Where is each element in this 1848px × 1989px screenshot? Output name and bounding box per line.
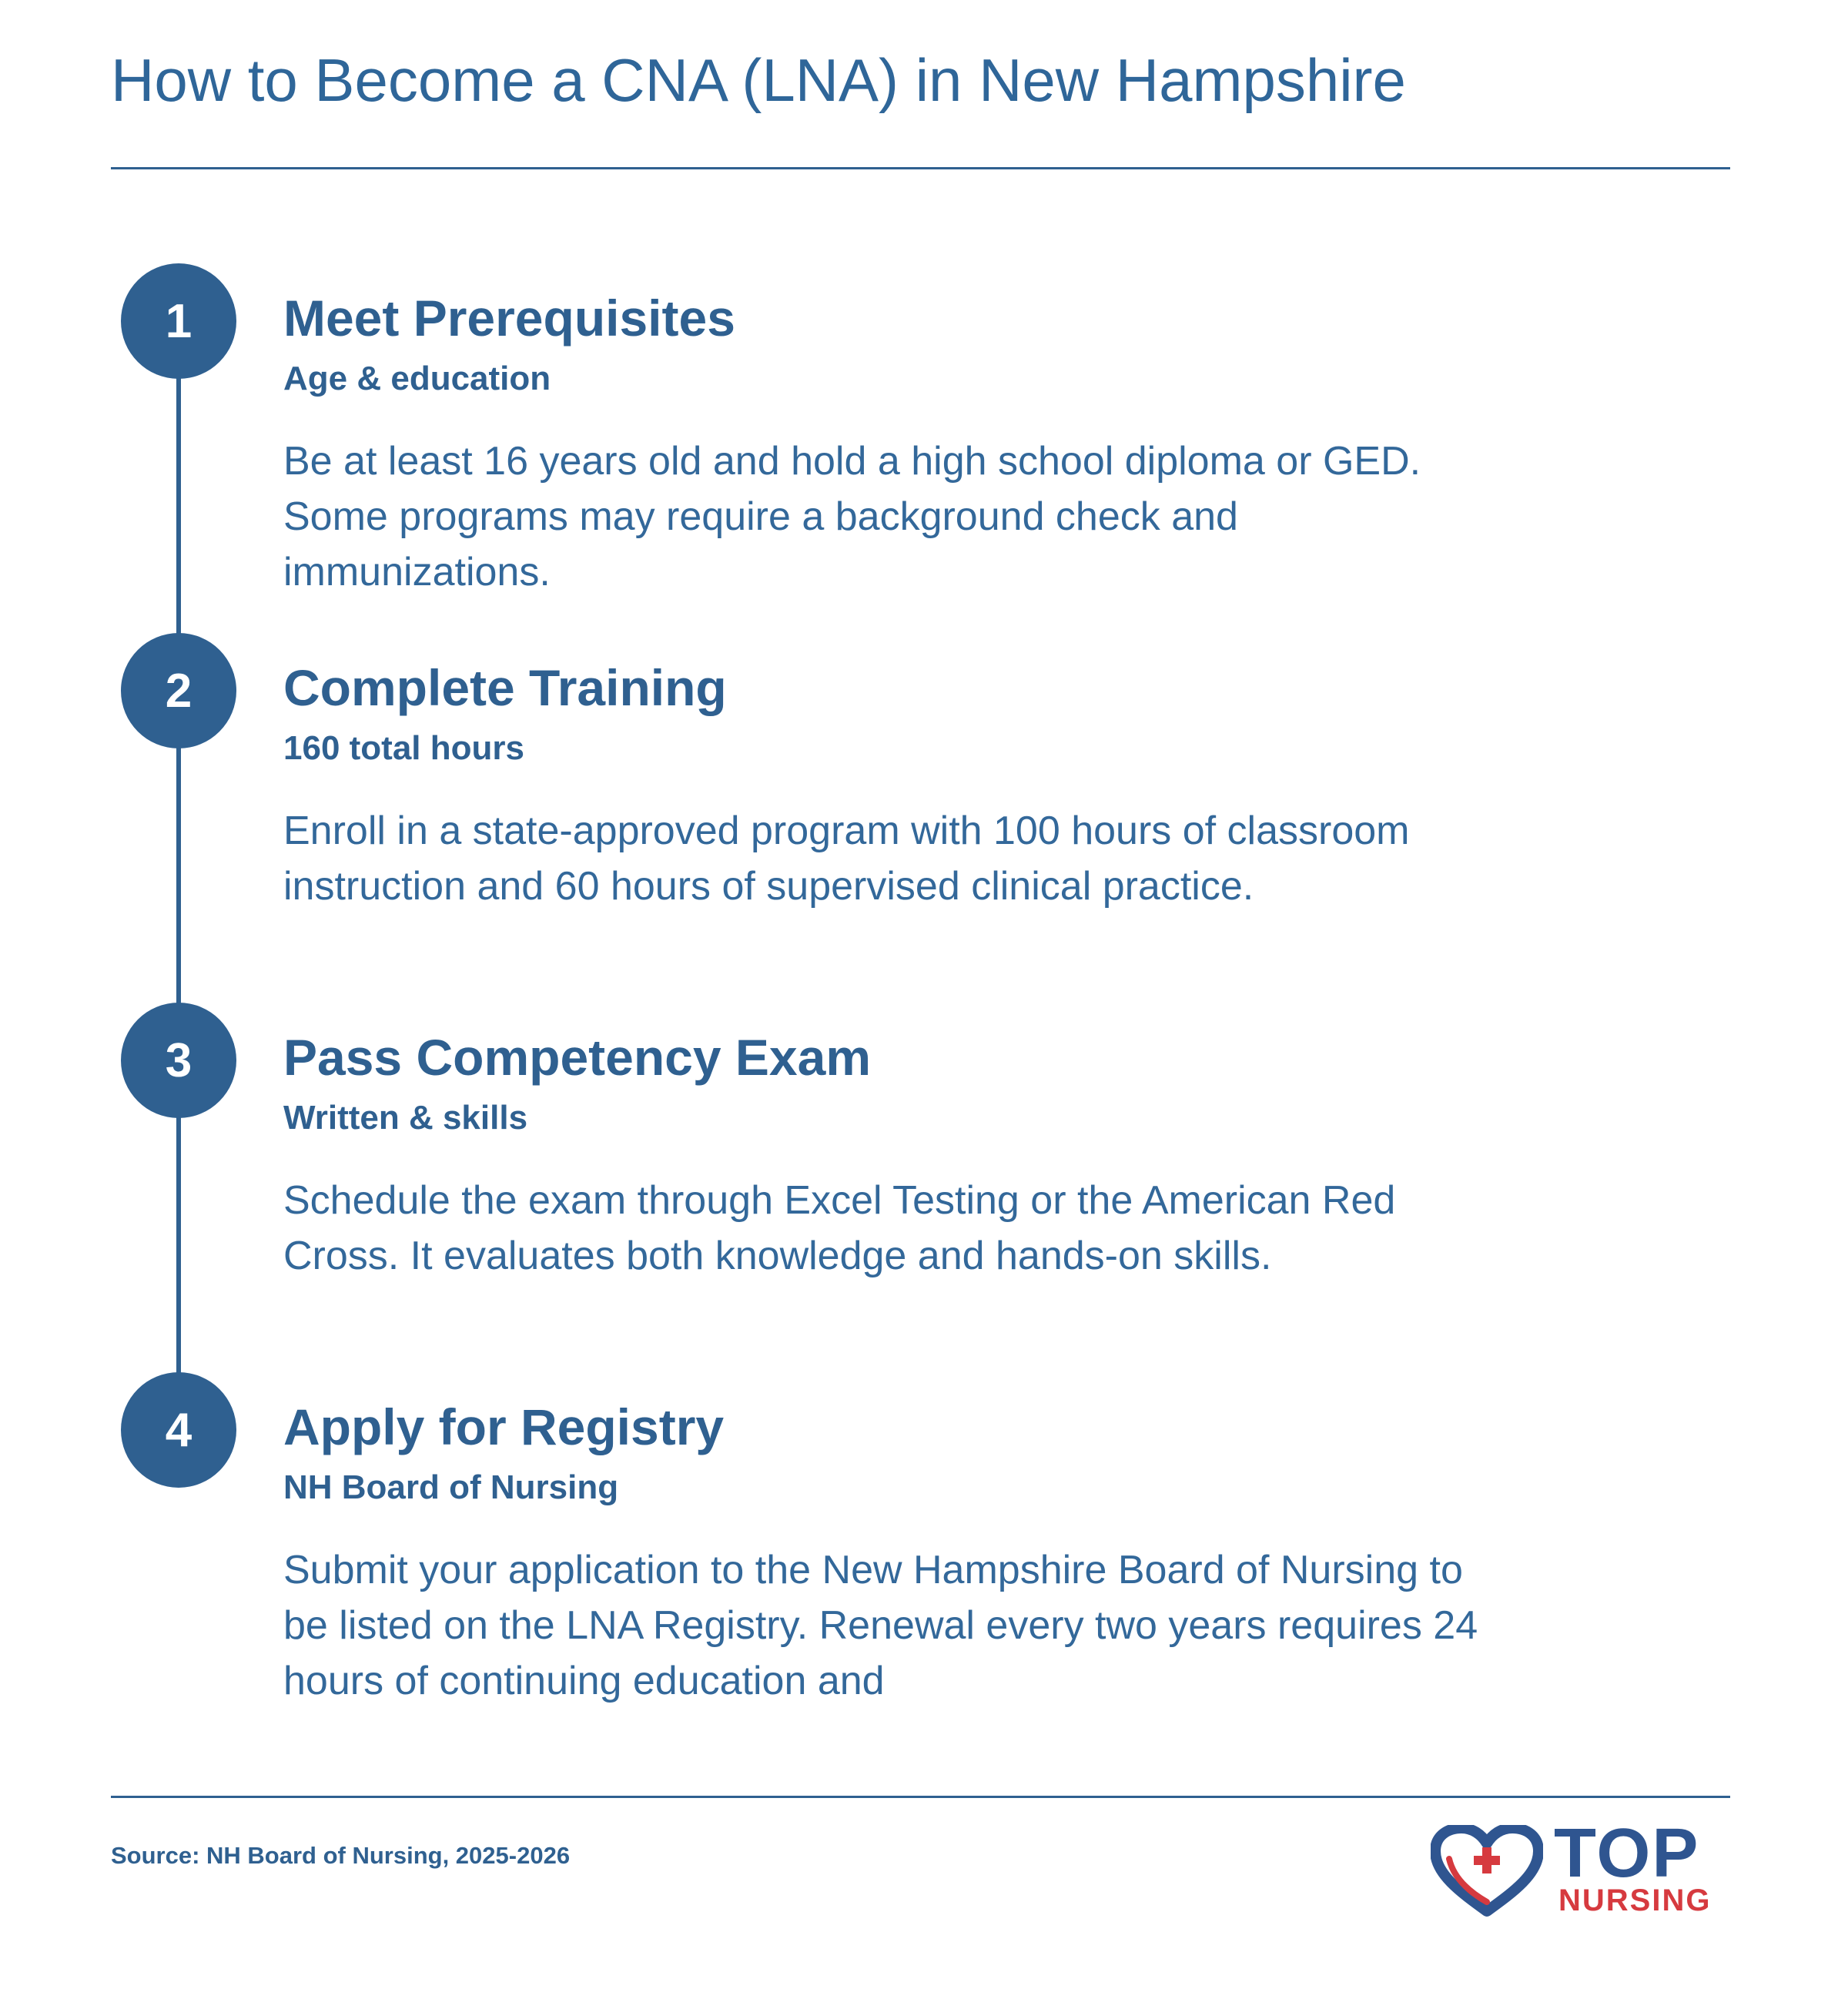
page-title: How to Become a CNA (LNA) in New Hampshire [111,46,1406,114]
step-number-badge: 4 [121,1372,236,1488]
step-subtitle: NH Board of Nursing [283,1468,619,1506]
step-item [283,1398,1485,1709]
step-title: Complete Training [283,659,727,716]
step-subtitle: 160 total hours [283,728,524,767]
step-item [283,290,1485,600]
step-item [283,1029,1485,1284]
step-title: Pass Competency Exam [283,1029,872,1086]
heart-cross-icon [1431,1825,1543,1917]
step-description: Submit your application to the New Hampshire Board of Nursing to be listed on the LNA Registry. Renewal every two years requires 24 hours of continuing education and [283,1547,1478,1703]
header-divider [111,167,1730,169]
logo-wordmark-top: TOP [1554,1815,1700,1892]
step-number-badge: 2 [121,633,236,748]
step-title: Meet Prerequisites [283,290,735,347]
step-subtitle: Written & skills [283,1098,528,1137]
step-number-badge: 3 [121,1003,236,1118]
logo-wordmark-nursing: NURSING [1558,1884,1712,1917]
step-title: Apply for Registry [283,1398,725,1455]
step-description: Enroll in a state-approved program with 100 hours of classroom instruction and 60 hours of supervised clinical practice. [283,808,1410,909]
step-number-badge: 1 [121,263,236,379]
step-description: Schedule the exam through Excel Testing or the American Red Cross. It evaluates both knowledge and hands-on skills. [283,1177,1396,1278]
step-subtitle: Age & education [283,359,551,397]
top-nursing-logo [1431,1815,1739,1917]
source-note: Source: NH Board of Nursing, 2025-2026 [111,1842,571,1869]
footer-divider [111,1796,1730,1798]
step-description: Be at least 16 years old and hold a high school diploma or GED. Some programs may require a background check and immunizations. [283,438,1421,594]
step-item [283,659,1485,914]
